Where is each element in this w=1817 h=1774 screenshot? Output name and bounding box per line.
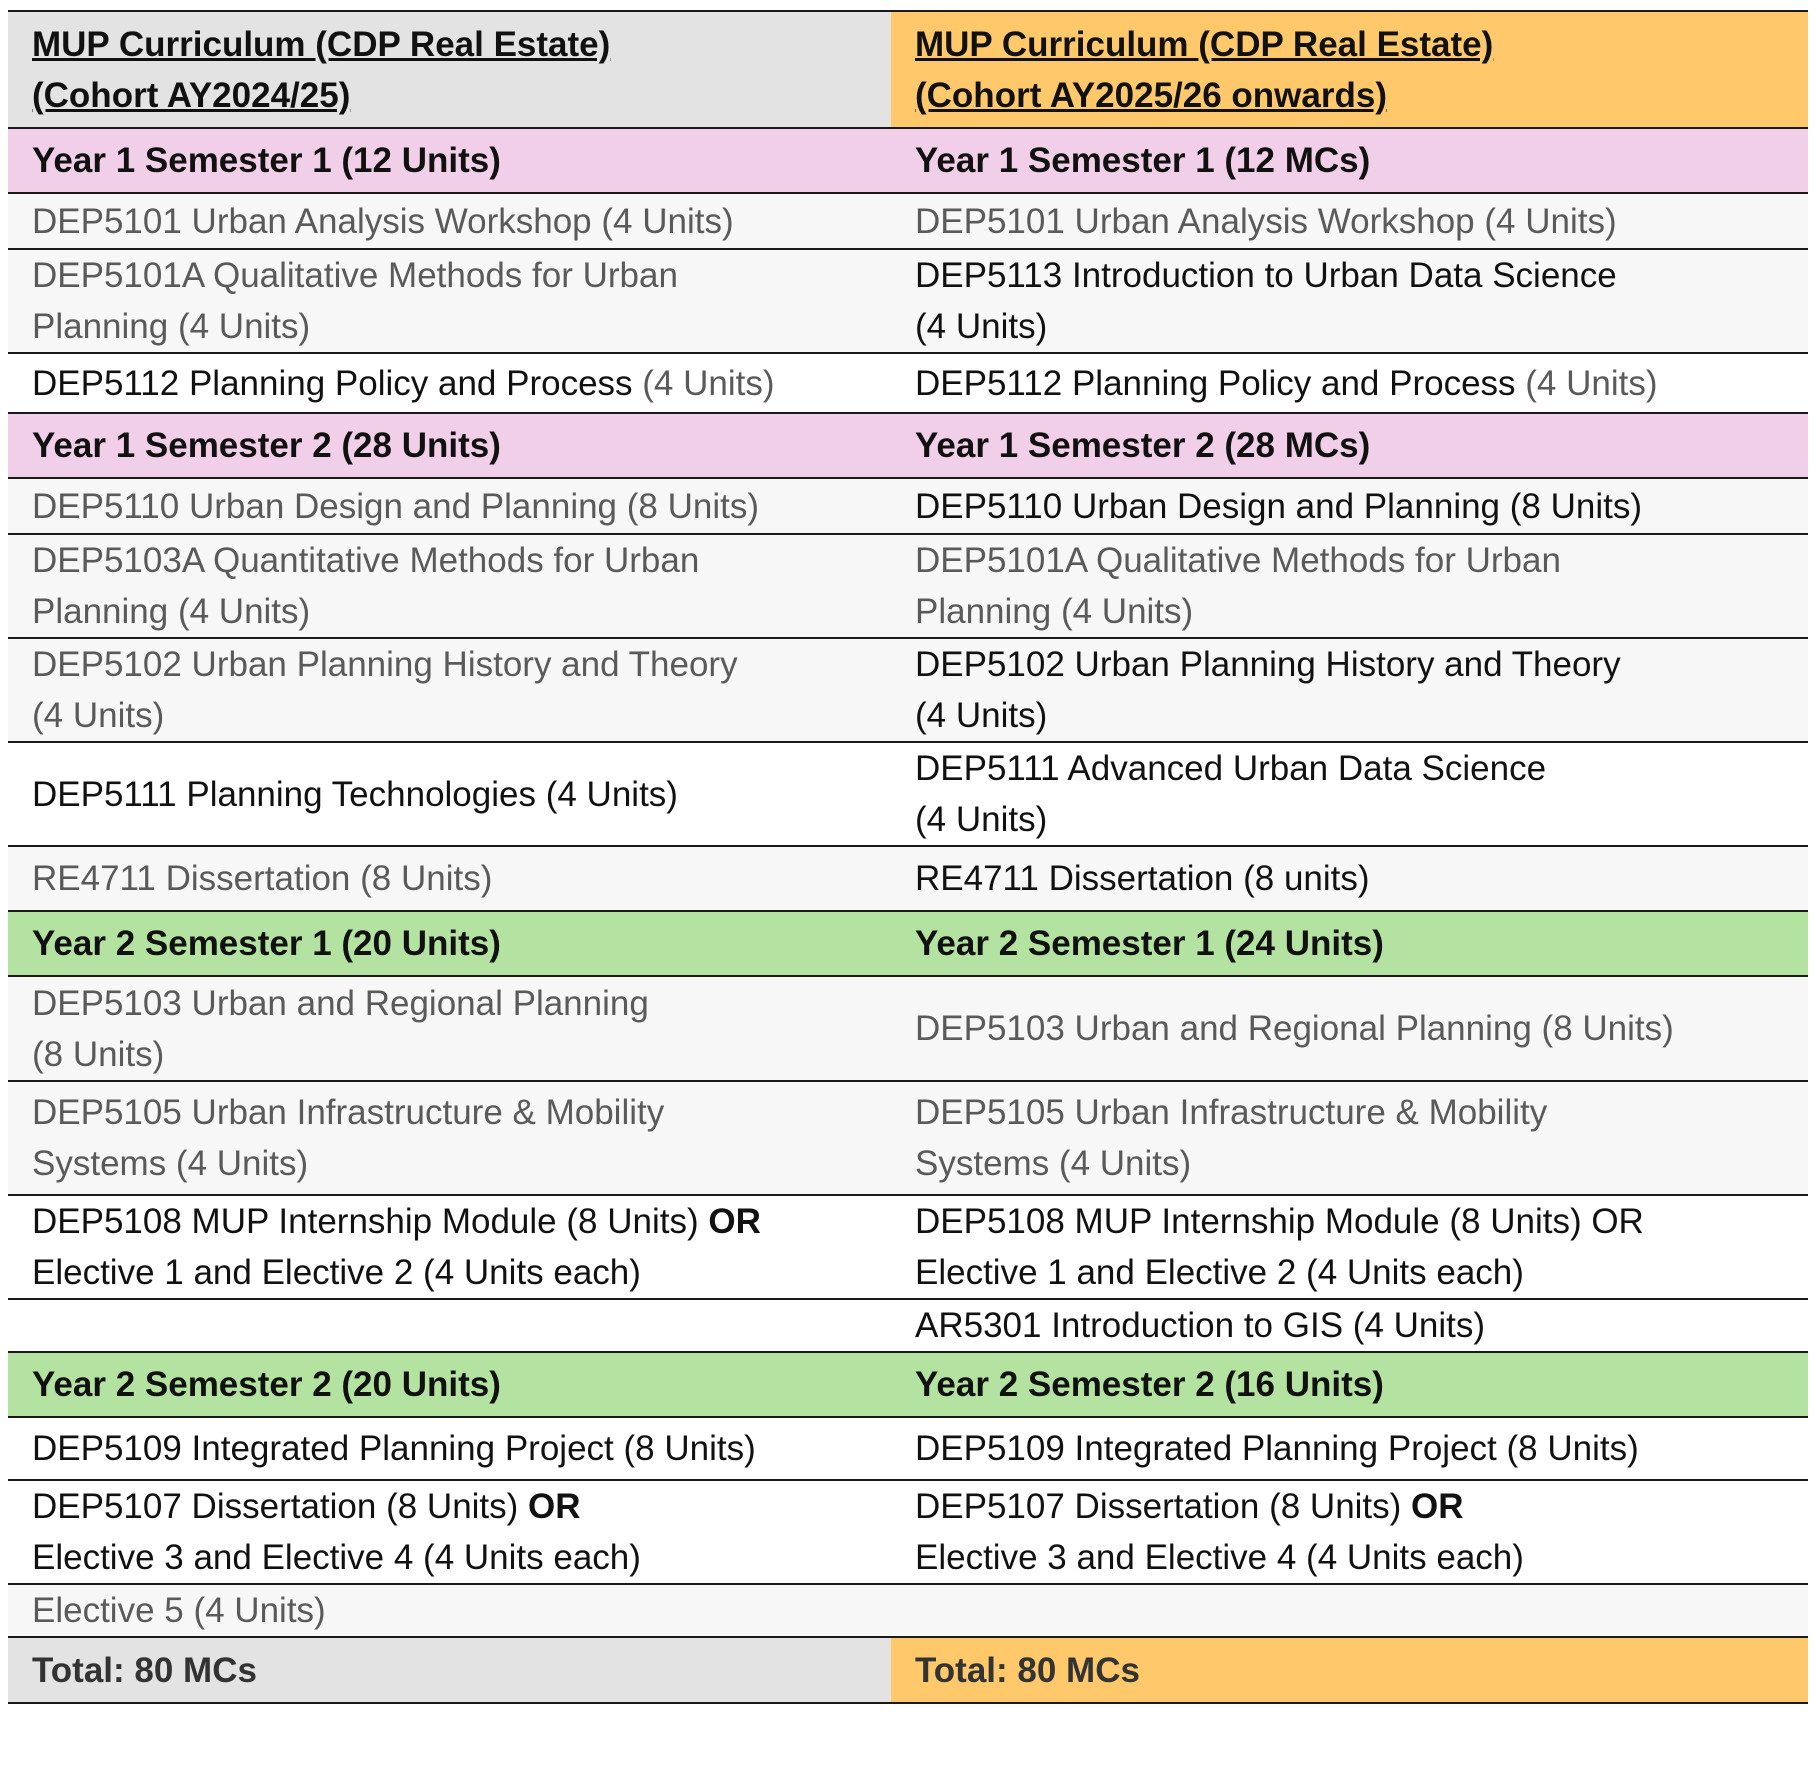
course-text: DEP5108 MUP Internship Module (8 Units): [32, 1202, 699, 1241]
section-heading-row: [8, 128, 1808, 193]
course-line: DEP5111 Advanced Urban Data Science: [915, 749, 1547, 788]
section-heading-row: [8, 413, 1808, 478]
course-cell: DEP5109 Integrated Planning Project (8 Units): [8, 1417, 891, 1480]
y1s1-right-heading: Year 1 Semester 1 (12 MCs): [891, 128, 1808, 193]
course-text: DEP5107 Dissertation (8 Units): [915, 1487, 1402, 1526]
course-line: DEP5103A Quantitative Methods for Urban: [32, 541, 700, 580]
empty-cell: [891, 1584, 1808, 1637]
section-heading-row: [8, 1352, 1808, 1417]
table-row: [8, 1480, 1808, 1584]
course-line: (4 Units): [32, 696, 165, 735]
course-cell: [8, 976, 891, 1081]
table-header-row: [8, 11, 1808, 128]
course-units: (4 Units): [642, 363, 775, 403]
table-row: [8, 742, 1808, 846]
table-row: [8, 1195, 1808, 1299]
course-cell: DEP5110 Urban Design and Planning (8 Units): [8, 478, 891, 534]
y1s2-left-heading: Year 1 Semester 2 (28 Units): [8, 413, 891, 478]
total-row: [8, 1637, 1808, 1703]
course-line: Systems (4 Units): [915, 1144, 1192, 1183]
course-cell: [891, 249, 1808, 353]
table-row: [8, 976, 1808, 1081]
course-cell: Elective 5 (4 Units): [8, 1584, 891, 1637]
course-cell: [891, 1195, 1808, 1299]
course-cell: [8, 1081, 891, 1195]
course-line: [915, 1481, 1808, 1532]
y1s2-right-heading: Year 1 Semester 2 (28 MCs): [891, 413, 1808, 478]
course-name: DEP5101 Urban Analysis Workshop: [32, 201, 592, 241]
section-heading-row: [8, 911, 1808, 976]
course-line: DEP5103 Urban and Regional Planning: [32, 983, 649, 1023]
course-line: (4 Units): [915, 696, 1048, 735]
course-name: DEP5112 Planning Policy and Process: [32, 363, 633, 403]
y1s1-left-heading: Year 1 Semester 1 (12 Units): [8, 128, 891, 193]
course-cell: [891, 638, 1808, 742]
table-row: [8, 1417, 1808, 1480]
total-right: Total: 80 MCs: [891, 1637, 1808, 1703]
course-line: DEP5101A Qualitative Methods for Urban: [32, 256, 678, 295]
y2s1-right-heading: Year 2 Semester 1 (24 Units): [891, 911, 1808, 976]
course-line: DEP5113 Introduction to Urban Data Science: [915, 256, 1617, 295]
table-row: [8, 249, 1808, 353]
course-cell: [891, 742, 1808, 846]
y2s2-right-heading: Year 2 Semester 2 (16 Units): [891, 1352, 1808, 1417]
header-right-line1: MUP Curriculum (CDP Real Estate): [915, 24, 1494, 64]
y2s1-left-heading: Year 2 Semester 1 (20 Units): [8, 911, 891, 976]
course-name: DEP5101 Urban Analysis Workshop: [915, 201, 1475, 241]
course-line: Elective 1 and Elective 2 (4 Units each): [915, 1253, 1524, 1292]
course-cell: [8, 534, 891, 638]
course-cell: [8, 249, 891, 353]
course-cell: [891, 1480, 1808, 1584]
course-line: (4 Units): [915, 800, 1048, 839]
header-cohort-2025: [891, 11, 1808, 128]
or-label: OR: [1411, 1487, 1464, 1526]
course-line: Planning (4 Units): [915, 592, 1194, 631]
table-row: [8, 478, 1808, 534]
course-cell: DEP5103 Urban and Regional Planning (8 Units): [891, 976, 1808, 1081]
y2s2-left-heading: Year 2 Semester 2 (20 Units): [8, 1352, 891, 1417]
course-cell: DEP5111 Planning Technologies (4 Units): [8, 742, 891, 846]
table-row: [8, 534, 1808, 638]
curriculum-table: [8, 10, 1808, 1704]
course-line: DEP5101A Qualitative Methods for Urban: [915, 541, 1561, 580]
course-cell: [8, 1195, 891, 1299]
course-units: (4 Units): [1484, 201, 1617, 241]
course-cell: DEP5110 Urban Design and Planning (8 Units): [891, 478, 1808, 534]
course-cell: [891, 1081, 1808, 1195]
course-cell: [891, 353, 1808, 413]
course-name: DEP5112 Planning Policy and Process: [915, 363, 1516, 403]
course-cell: RE4711 Dissertation (8 units): [891, 846, 1808, 911]
or-label: OR: [528, 1487, 581, 1526]
course-cell: [891, 193, 1808, 249]
course-units: (4 Units): [601, 201, 734, 241]
course-line: Elective 3 and Elective 4 (4 Units each): [915, 1538, 1524, 1577]
course-line: Elective 3 and Elective 4 (4 Units each): [32, 1538, 641, 1577]
course-line: DEP5105 Urban Infrastructure & Mobility: [915, 1093, 1548, 1132]
course-line: Systems (4 Units): [32, 1144, 309, 1183]
course-line: DEP5105 Urban Infrastructure & Mobility: [32, 1093, 665, 1132]
table-row: [8, 193, 1808, 249]
course-line: DEP5102 Urban Planning History and Theory: [915, 645, 1621, 684]
table-row: [8, 1081, 1808, 1195]
course-line: Planning (4 Units): [32, 307, 311, 346]
course-cell: [8, 638, 891, 742]
course-text: DEP5107 Dissertation (8 Units): [32, 1487, 519, 1526]
course-line: DEP5102 Urban Planning History and Theory: [32, 645, 738, 684]
course-line: Elective 1 and Elective 2 (4 Units each): [32, 1253, 641, 1292]
course-units: (4 Units): [1525, 363, 1658, 403]
course-line: [32, 1481, 891, 1532]
course-cell: [8, 193, 891, 249]
header-left-line2: (Cohort AY2024/25): [32, 75, 351, 115]
total-left: Total: 80 MCs: [8, 1637, 891, 1703]
empty-cell: [8, 1299, 891, 1352]
or-label: OR: [708, 1202, 761, 1241]
header-left-line1: MUP Curriculum (CDP Real Estate): [32, 24, 611, 64]
course-cell: [8, 1480, 891, 1584]
course-line: DEP5108 MUP Internship Module (8 Units) OR: [915, 1202, 1644, 1241]
course-line: Planning (4 Units): [32, 592, 311, 631]
table-row: [8, 638, 1808, 742]
table-row: [8, 1299, 1808, 1352]
course-line: [32, 1196, 891, 1247]
course-cell: [8, 353, 891, 413]
header-right-line2: (Cohort AY2025/26 onwards): [915, 75, 1387, 115]
table-row: [8, 353, 1808, 413]
course-cell: AR5301 Introduction to GIS (4 Units): [891, 1299, 1808, 1352]
table-row: [8, 1584, 1808, 1637]
course-line: (4 Units): [915, 307, 1048, 346]
table-row: [8, 846, 1808, 911]
course-cell: DEP5109 Integrated Planning Project (8 Units): [891, 1417, 1808, 1480]
header-cohort-2024: [8, 11, 891, 128]
course-line: (8 Units): [32, 1034, 165, 1074]
course-cell: RE4711 Dissertation (8 Units): [8, 846, 891, 911]
course-cell: [891, 534, 1808, 638]
